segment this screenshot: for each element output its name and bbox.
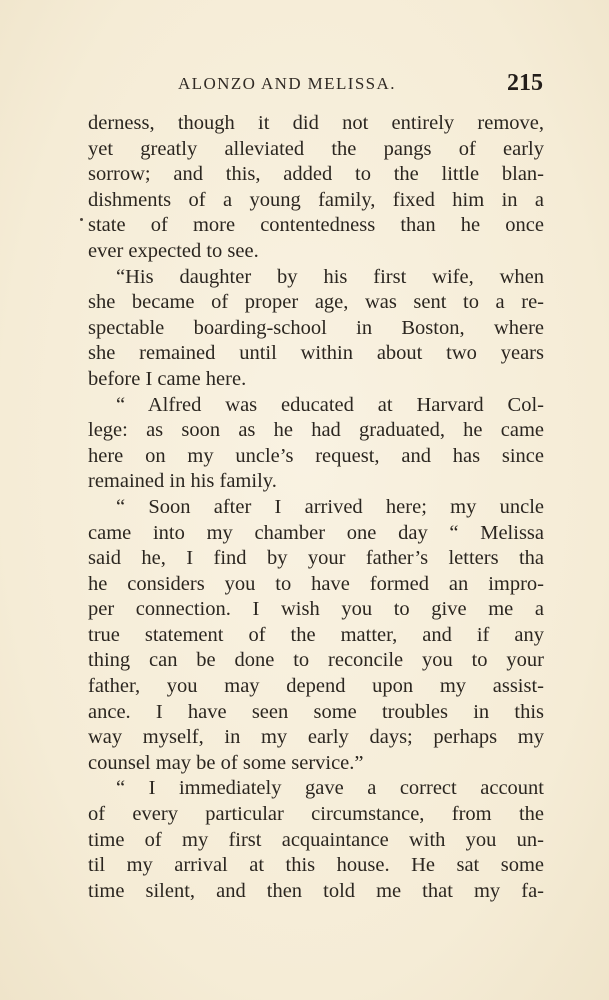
text-line: father, you may depend upon my assist-	[88, 675, 544, 698]
page-header	[88, 70, 543, 100]
text-line: sorrow; and this, added to the little blan-	[88, 163, 544, 186]
text-line: true statement of the matter, and if any	[88, 623, 544, 646]
text-line: “ Soon after I arrived here; my uncle	[116, 495, 544, 518]
text-line: of every particular circumstance, from the	[88, 803, 544, 826]
text-line: way myself, in my early days; perhaps my	[88, 726, 544, 749]
text-line: here on my uncle’s request, and has since	[88, 444, 544, 467]
text-line: came into my chamber one day “ Melissa	[88, 521, 544, 544]
text-line: dishments of a young family, fixed him in a	[88, 188, 544, 211]
text-line: state of more contentedness than he once	[88, 214, 544, 237]
margin-mark	[80, 218, 83, 221]
text-line: “ I immediately gave a correct account	[116, 777, 544, 800]
text-line: time of my first acquaintance with you un-	[88, 828, 544, 851]
text-line: he considers you to have formed an impro-	[88, 572, 544, 595]
running-head: ALONZO AND MELISSA.	[178, 74, 396, 93]
body-text	[88, 111, 544, 904]
text-line: thing can be done to reconcile you to your	[88, 649, 544, 672]
text-line: ever expected to see.	[88, 239, 259, 262]
text-line: yet greatly alleviated the pangs of early	[88, 137, 544, 160]
page-number: 215	[507, 70, 543, 96]
text-line: “His daughter by his first wife, when	[116, 265, 544, 288]
text-line: counsel may be of some service.”	[88, 751, 364, 774]
text-line: remained in his family.	[88, 470, 277, 493]
text-line: derness, though it did not entirely remove,	[88, 112, 544, 134]
text-line: lege: as soon as he had graduated, he came	[88, 419, 544, 442]
text-line: per connection. I wish you to give me a	[88, 598, 544, 621]
text-line: before I came here.	[88, 367, 247, 390]
text-line: she became of proper age, was sent to a re-	[88, 291, 544, 314]
text-line: ance. I have seen some troubles in this	[88, 700, 544, 723]
text-line: she remained until within about two years	[88, 342, 544, 365]
text-line: til my arrival at this house. He sat some	[88, 854, 544, 877]
text-line: said he, I find by your father’s letters tha	[88, 547, 544, 570]
text-line: spectable boarding-school in Boston, where	[88, 316, 544, 339]
text-line: time silent, and then told me that my fa-	[88, 879, 544, 902]
text-line: “ Alfred was educated at Harvard Col-	[116, 393, 544, 416]
